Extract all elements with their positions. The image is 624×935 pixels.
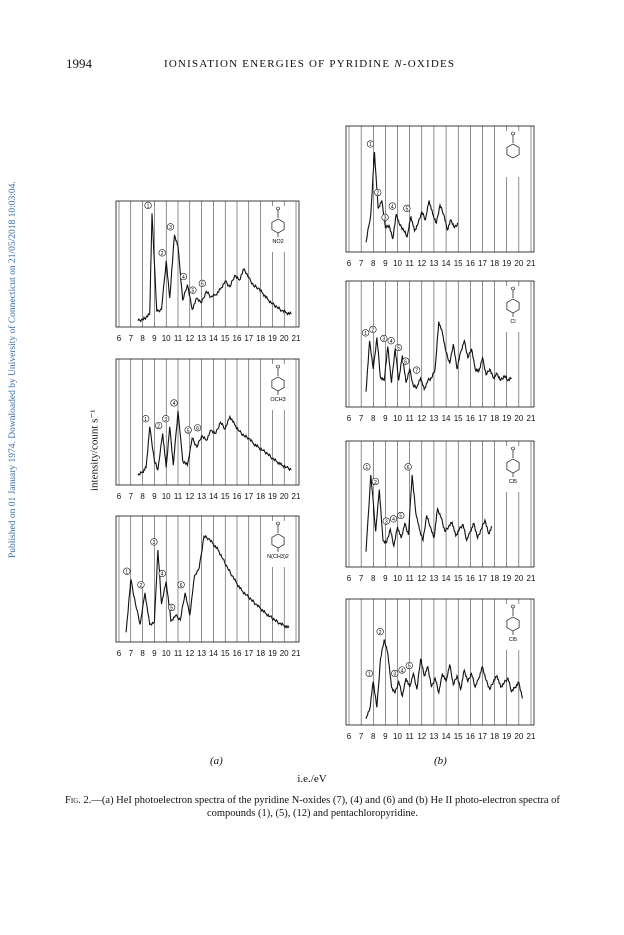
x-tick-label: 9 — [383, 414, 388, 423]
x-tick-label: 13 — [197, 649, 207, 658]
peak-number: 7 — [415, 368, 418, 375]
x-tick-label: 7 — [358, 574, 364, 583]
x-tick-label: 11 — [405, 259, 414, 268]
x-tick-label: 16 — [232, 334, 242, 343]
peak-number: 4 — [172, 401, 176, 408]
peak-number: 3 — [169, 225, 172, 232]
pyridine-n-oxide-structure-icon — [501, 446, 525, 492]
substituent-label: Cl5 — [508, 479, 518, 485]
x-tick-label: 13 — [197, 334, 207, 343]
x-tick-label: 12 — [417, 732, 427, 741]
running-head-tail: -OXIDES — [402, 58, 456, 70]
x-tick-label: 9 — [152, 492, 157, 501]
x-tick-label: 7 — [358, 259, 364, 268]
x-tick-label: 10 — [161, 334, 171, 343]
peak-number: 2 — [139, 583, 143, 589]
peak-number: 6 — [196, 426, 199, 432]
x-tick-label: 13 — [429, 574, 439, 583]
peak-number: 5 — [405, 206, 409, 213]
peak-number: 2 — [371, 327, 375, 334]
spectrum-panel-a1 — [115, 200, 300, 345]
x-tick-label: 6 — [346, 574, 352, 583]
x-tick-label: 18 — [490, 732, 500, 741]
substituent-label: NO2 — [272, 239, 284, 245]
running-head — [164, 58, 455, 70]
x-tick-label: 15 — [453, 259, 463, 268]
peak-number: 2 — [373, 479, 377, 486]
pyridine-n-oxide-structure-icon — [501, 131, 525, 177]
peak-number: 3 — [152, 540, 156, 547]
x-tick-label: 12 — [185, 492, 195, 501]
pyridine-n-oxide-structure-icon — [501, 604, 525, 650]
x-tick-label: 7 — [128, 649, 134, 658]
x-tick-label: 15 — [453, 732, 463, 741]
x-tick-label: 6 — [346, 732, 352, 741]
substituent-label: Cl — [510, 319, 516, 325]
spectrum-trace — [126, 536, 289, 633]
spectrum-panel-b4 — [345, 598, 535, 743]
spectrum-trace — [366, 475, 492, 552]
peak-number: 2 — [160, 251, 164, 258]
x-tick-label: 8 — [140, 492, 145, 501]
x-tick-label: 13 — [429, 732, 439, 741]
x-tick-label: 7 — [358, 414, 364, 423]
x-tick-label: 12 — [185, 649, 195, 658]
x-tick-label: 21 — [526, 732, 536, 741]
x-tick-label: 15 — [220, 492, 230, 501]
x-tick-label: 13 — [429, 414, 439, 423]
pyridine-n-oxide-structure-icon — [266, 521, 290, 567]
peak-number: 5 — [399, 513, 403, 520]
x-tick-label: 21 — [291, 649, 301, 658]
x-tick-label: 9 — [152, 649, 157, 658]
x-tick-label: 20 — [514, 414, 524, 423]
x-tick-label: 7 — [358, 732, 364, 741]
x-tick-label: 6 — [346, 259, 352, 268]
x-tick-label: 9 — [383, 732, 388, 741]
spectrum-trace — [366, 640, 523, 719]
x-tick-label: 8 — [371, 732, 376, 741]
caption-text: —(a) HeI photoelectron spectra of the pyridine N-oxides (7), (4) and (6) and (b) He II photo-electron spectra of compounds (1), (5), (12) and pentachloropyridine. — [91, 795, 560, 819]
x-tick-label: 15 — [220, 334, 230, 343]
peak-number: 3 — [393, 671, 397, 678]
peak-number: 6 — [200, 281, 204, 288]
spectrum-panel-b1 — [345, 125, 535, 270]
x-tick-label: 19 — [267, 334, 277, 343]
x-tick-label: 16 — [465, 732, 475, 741]
spectrum-svg-a3 — [115, 515, 300, 660]
spectrum-svg-b2 — [345, 280, 535, 425]
peak-number: 1 — [146, 203, 150, 210]
x-tick-label: 16 — [232, 492, 242, 501]
x-tick-label: 16 — [465, 574, 475, 583]
spectrum-trace — [366, 152, 458, 242]
peak-number: 3 — [383, 215, 387, 222]
x-tick-label: 19 — [502, 414, 512, 423]
spectrum-panel-b2 — [345, 280, 535, 425]
spectrum-trace — [138, 411, 291, 475]
x-tick-label: 9 — [383, 259, 388, 268]
x-tick-label: 12 — [417, 574, 427, 583]
x-tick-label: 14 — [441, 414, 451, 423]
x-tick-label: 10 — [161, 492, 171, 501]
x-tick-label: 11 — [173, 334, 183, 343]
x-tick-label: 17 — [478, 574, 487, 583]
x-tick-label: 7 — [128, 492, 134, 501]
x-tick-label: 9 — [383, 574, 388, 583]
x-tick-label: 14 — [441, 732, 451, 741]
x-tick-label: 18 — [256, 649, 266, 658]
x-tick-label: 14 — [208, 492, 218, 501]
peak-number: 1 — [125, 569, 129, 576]
x-tick-label: 8 — [371, 414, 376, 423]
spectrum-svg-a1 — [115, 200, 300, 345]
x-tick-label: 13 — [429, 259, 439, 268]
x-tick-label: 12 — [417, 259, 427, 268]
x-tick-label: 14 — [208, 649, 218, 658]
x-tick-label: 11 — [405, 414, 414, 423]
x-tick-label: 21 — [291, 492, 301, 501]
x-tick-label: 8 — [371, 574, 376, 583]
spectrum-panel-b3 — [345, 440, 535, 585]
x-tick-label: 20 — [514, 732, 524, 741]
x-tick-label: 20 — [514, 574, 524, 583]
x-tick-label: 20 — [279, 649, 289, 658]
x-tick-label: 10 — [161, 649, 171, 658]
pyridine-n-oxide-structure-icon — [501, 286, 525, 332]
pyridine-n-oxide-structure-icon — [266, 206, 290, 252]
peak-number: 5 — [170, 605, 174, 612]
peak-number: 4 — [390, 204, 394, 211]
substituent-label: OCH3 — [270, 397, 286, 403]
spectrum-svg-b3 — [345, 440, 535, 585]
x-tick-label: 19 — [502, 574, 512, 583]
x-tick-label: 20 — [279, 334, 289, 343]
spectrum-panel-a2 — [115, 358, 300, 503]
x-tick-label: 15 — [220, 649, 230, 658]
x-tick-label: 19 — [267, 492, 277, 501]
x-tick-label: 18 — [490, 259, 500, 268]
peak-number: 1 — [364, 331, 368, 338]
peak-number: 6 — [179, 583, 183, 589]
spectrum-panel-a3 — [115, 515, 300, 660]
peak-number: 2 — [376, 190, 380, 197]
peak-number: 4 — [160, 571, 164, 578]
x-tick-label: 8 — [140, 334, 145, 343]
x-tick-label: 10 — [393, 414, 402, 423]
x-tick-label: 19 — [502, 259, 512, 268]
running-head-main: IONISATION ENERGIES OF PYRIDINE — [164, 58, 395, 70]
peak-number: 1 — [369, 142, 372, 149]
x-tick-label: 18 — [490, 414, 500, 423]
x-tick-label: 7 — [128, 334, 134, 343]
x-tick-label: 15 — [453, 574, 463, 583]
peak-number: 6 — [404, 359, 408, 366]
peak-number: 5 — [186, 428, 190, 435]
substituent-label: N(CH3)2 — [267, 554, 289, 560]
x-tick-label: 11 — [405, 732, 414, 741]
x-tick-label: 16 — [232, 649, 242, 658]
x-tick-label: 14 — [441, 574, 451, 583]
peak-number: 5 — [407, 663, 411, 670]
x-tick-label: 17 — [478, 259, 487, 268]
x-tick-label: 17 — [244, 334, 254, 343]
figure-caption — [60, 794, 565, 820]
peak-number: 5 — [396, 345, 400, 352]
x-tick-label: 8 — [371, 259, 376, 268]
panel-b-label: (b) — [434, 755, 447, 767]
x-tick-label: 21 — [526, 574, 536, 583]
x-tick-label: 10 — [393, 732, 402, 741]
x-tick-label: 21 — [526, 414, 536, 423]
page-number: 1994 — [66, 56, 92, 71]
x-tick-label: 20 — [279, 492, 289, 501]
peak-number: 5 — [191, 288, 195, 295]
peak-number: 1 — [144, 416, 148, 423]
x-tick-label: 12 — [185, 334, 195, 343]
spectrum-svg-b4 — [345, 598, 535, 743]
running-head-italic: N — [394, 58, 403, 70]
peak-number: 1 — [367, 671, 371, 678]
peak-number: 2 — [378, 629, 382, 636]
x-tick-label: 10 — [393, 259, 402, 268]
x-tick-label: 9 — [152, 334, 157, 343]
x-tick-label: 8 — [140, 649, 145, 658]
peak-number: 2 — [157, 423, 161, 430]
x-tick-label: 17 — [244, 492, 254, 501]
spectrum-trace — [366, 322, 512, 392]
y-axis-label: intensity/count s⁻¹ — [88, 409, 101, 491]
x-tick-label: 6 — [116, 492, 122, 501]
x-tick-label: 16 — [465, 259, 475, 268]
peak-number: 4 — [182, 274, 185, 281]
panel-a-label: (a) — [210, 755, 223, 767]
peak-number: 1 — [365, 465, 369, 472]
x-tick-label: 16 — [465, 414, 475, 423]
x-tick-label: 14 — [441, 259, 451, 268]
x-tick-label: 6 — [346, 414, 352, 423]
publication-side-note: Published on 01 January 1974. Downloaded by University of Connecticut on 21/05/2018 10:03:04. — [8, 181, 18, 559]
x-tick-label: 21 — [526, 259, 536, 268]
x-axis-label: i.e./eV — [297, 773, 327, 785]
peak-number: 3 — [164, 416, 168, 423]
x-tick-label: 13 — [197, 492, 207, 501]
x-tick-label: 19 — [502, 732, 512, 741]
x-tick-label: 11 — [173, 492, 183, 501]
x-tick-label: 19 — [267, 649, 277, 658]
x-tick-label: 15 — [453, 414, 463, 423]
x-tick-label: 14 — [208, 334, 218, 343]
x-tick-label: 17 — [478, 732, 487, 741]
caption-lead: Fig. 2. — [65, 795, 92, 806]
x-tick-label: 6 — [116, 649, 122, 658]
x-tick-label: 18 — [490, 574, 500, 583]
substituent-label: Cl5 — [508, 637, 518, 643]
x-tick-label: 21 — [291, 334, 301, 343]
peak-number: 4 — [389, 338, 393, 345]
peak-number: 3 — [384, 519, 388, 526]
spectrum-svg-a2 — [115, 358, 300, 503]
peak-number: 3 — [382, 336, 386, 343]
spectrum-svg-b1 — [345, 125, 535, 270]
pyridine-n-oxide-structure-icon — [266, 364, 290, 410]
x-tick-label: 11 — [405, 574, 414, 583]
x-tick-label: 20 — [514, 259, 524, 268]
peak-number: 6 — [406, 465, 410, 472]
x-tick-label: 18 — [256, 334, 266, 343]
x-tick-label: 18 — [256, 492, 266, 501]
peak-number: 4 — [400, 668, 404, 675]
x-tick-label: 6 — [116, 334, 122, 343]
x-tick-label: 12 — [417, 414, 427, 423]
x-tick-label: 17 — [478, 414, 487, 423]
peak-number: 4 — [392, 517, 395, 524]
x-tick-label: 10 — [393, 574, 402, 583]
x-tick-label: 17 — [244, 649, 254, 658]
x-tick-label: 11 — [173, 649, 183, 658]
